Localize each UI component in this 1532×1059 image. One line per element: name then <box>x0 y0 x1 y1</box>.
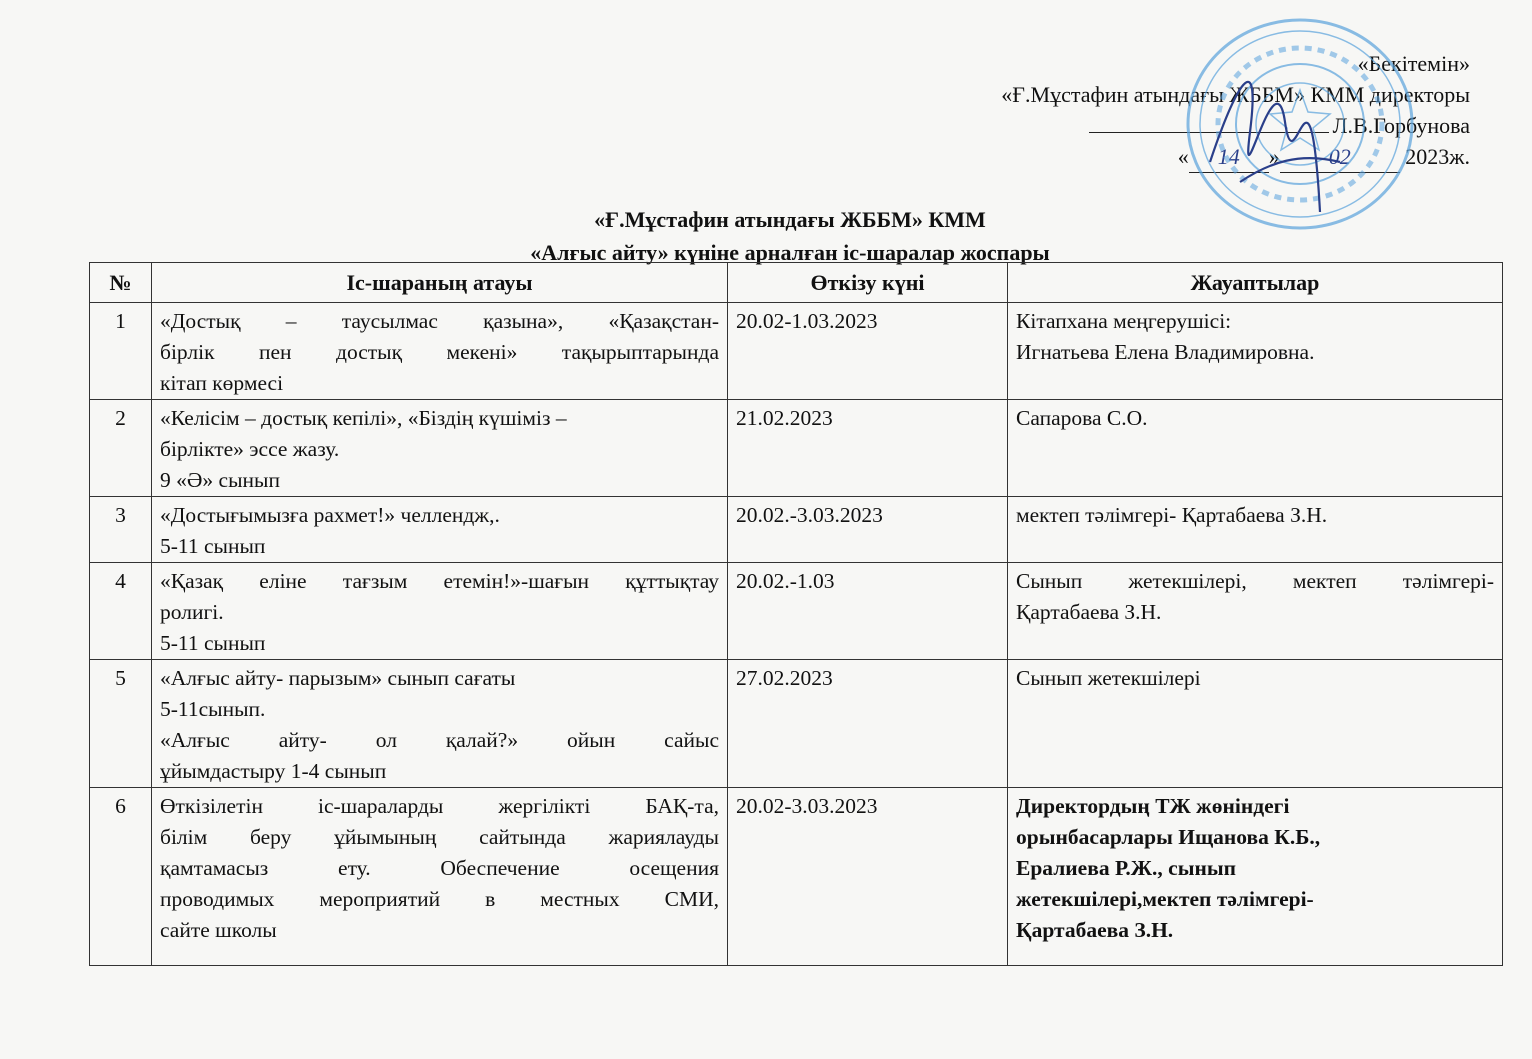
table-row <box>90 563 1503 660</box>
table-row <box>90 303 1503 400</box>
event-line: сайте школы <box>160 918 277 942</box>
event-date: 20.02.-1.03 <box>728 563 1008 660</box>
date-month: 02 <box>1280 141 1400 173</box>
event-line: кітап көрмесі <box>160 371 284 395</box>
event-responsible <box>1008 303 1503 400</box>
date-quote-open: « <box>1177 144 1189 169</box>
event-responsible <box>1008 660 1503 788</box>
responsible-line: жетекшілері,мектеп тәлімгері- <box>1016 887 1314 911</box>
event-line: 9 «Ә» сынып <box>160 468 280 492</box>
row-number: 1 <box>90 303 152 400</box>
event-date: 20.02.-3.03.2023 <box>728 497 1008 563</box>
event-date: 20.02-3.03.2023 <box>728 788 1008 966</box>
event-line: «Алғыс айту- ол қалай?» ойын сайыс <box>160 728 719 752</box>
row-number: 6 <box>90 788 152 966</box>
event-line: 5-11 сынып <box>160 534 266 558</box>
date-quote-close: » <box>1268 144 1280 169</box>
event-line: қамтамасыз ету. Обеспечение осещения <box>160 856 719 880</box>
responsible-line: Сынып жетекшілері <box>1016 666 1201 690</box>
responsible-line: орынбасарлары Ищанова К.Б., <box>1016 825 1321 849</box>
event-responsible <box>1008 563 1503 660</box>
date-day: 14 <box>1189 141 1269 173</box>
event-date: 20.02-1.03.2023 <box>728 303 1008 400</box>
event-line: ролигі. <box>160 600 224 624</box>
header-responsible: Жауаптылар <box>1008 263 1503 303</box>
row-number: 3 <box>90 497 152 563</box>
event-name <box>152 303 728 400</box>
event-date: 27.02.2023 <box>728 660 1008 788</box>
org-title: «Ғ.Мұстафин атындағы ЖББМ» КММ <box>594 207 986 232</box>
header-date: Өткізу күні <box>728 263 1008 303</box>
responsible-line: Сынып жетекшілері, мектеп тәлімгері- <box>1016 569 1494 593</box>
signature-icon <box>1210 82 1340 212</box>
event-line: 5-11 сынып <box>160 631 266 655</box>
event-line: білім беру ұйымының сайтында жариялауды <box>160 825 719 849</box>
header-event: Іс-шараның атауы <box>152 263 728 303</box>
date-year: 2023ж. <box>1405 144 1470 169</box>
event-name <box>152 400 728 497</box>
event-line: 5-11сынып. <box>160 697 266 721</box>
table-row <box>90 497 1503 563</box>
event-line: проводимых мероприятий в местных СМИ, <box>160 887 719 911</box>
row-number: 2 <box>90 400 152 497</box>
responsible-line: Кітапхана меңгерушісі: <box>1016 309 1232 333</box>
events-plan-table <box>89 262 1503 966</box>
event-line: бірлік пен достық мекені» тақырыптарында <box>160 340 719 364</box>
table-row <box>90 660 1503 788</box>
table-header-row <box>90 263 1503 303</box>
event-line: «Келісім – достық кепілі», «Біздің күшіміз – <box>160 406 567 430</box>
event-line: бірлікте» эссе жазу. <box>160 437 340 461</box>
event-name <box>152 660 728 788</box>
event-responsible <box>1008 788 1503 966</box>
event-line: «Достық – таусылмас қазына», «Қазақстан- <box>160 309 719 333</box>
event-name <box>152 788 728 966</box>
responsible-line: Сапарова С.О. <box>1016 406 1148 430</box>
event-line: «Достығымызға рахмет!» челлендж,. <box>160 503 500 527</box>
official-seal-icon <box>1177 12 1420 232</box>
responsible-line: Қартабаева З.Н. <box>1016 600 1162 624</box>
responsible-line: Игнатьева Елена Владимировна. <box>1016 340 1315 364</box>
responsible-line: Директордың ТЖ жөніндегі <box>1016 794 1290 818</box>
event-responsible <box>1008 497 1503 563</box>
row-number: 5 <box>90 660 152 788</box>
plan-title: «Алғыс айту» күніне арналған іс-шаралар жоспары <box>530 240 1050 265</box>
row-number: 4 <box>90 563 152 660</box>
event-responsible <box>1008 400 1503 497</box>
director-name: Л.В.Горбунова <box>1332 113 1470 138</box>
event-line: «Алғыс айту- парызым» сынып сағаты <box>160 666 516 690</box>
table-row <box>90 400 1503 497</box>
approval-org-line: «Ғ.Мұстафин атындағы ЖББМ» КММ директоры <box>1001 82 1470 107</box>
table-row <box>90 788 1503 966</box>
header-number: № <box>90 263 152 303</box>
event-line: «Қазақ еліне тағзым етемін!»-шағын құттықтау <box>160 569 719 593</box>
approval-heading: «Бекітемін» <box>1357 51 1470 76</box>
event-date: 21.02.2023 <box>728 400 1008 497</box>
responsible-line: Қартабаева З.Н. <box>1016 918 1174 942</box>
responsible-line: мектеп тәлімгері- Қартабаева З.Н. <box>1016 503 1328 527</box>
responsible-line: Ералиева Р.Ж., сынып <box>1016 856 1237 880</box>
event-line: Өткізілетін іс-шараларды жергілікті БАҚ-та, <box>160 794 719 818</box>
event-name <box>152 563 728 660</box>
event-line: ұйымдастыру 1-4 сынып <box>160 759 387 783</box>
event-name <box>152 497 728 563</box>
